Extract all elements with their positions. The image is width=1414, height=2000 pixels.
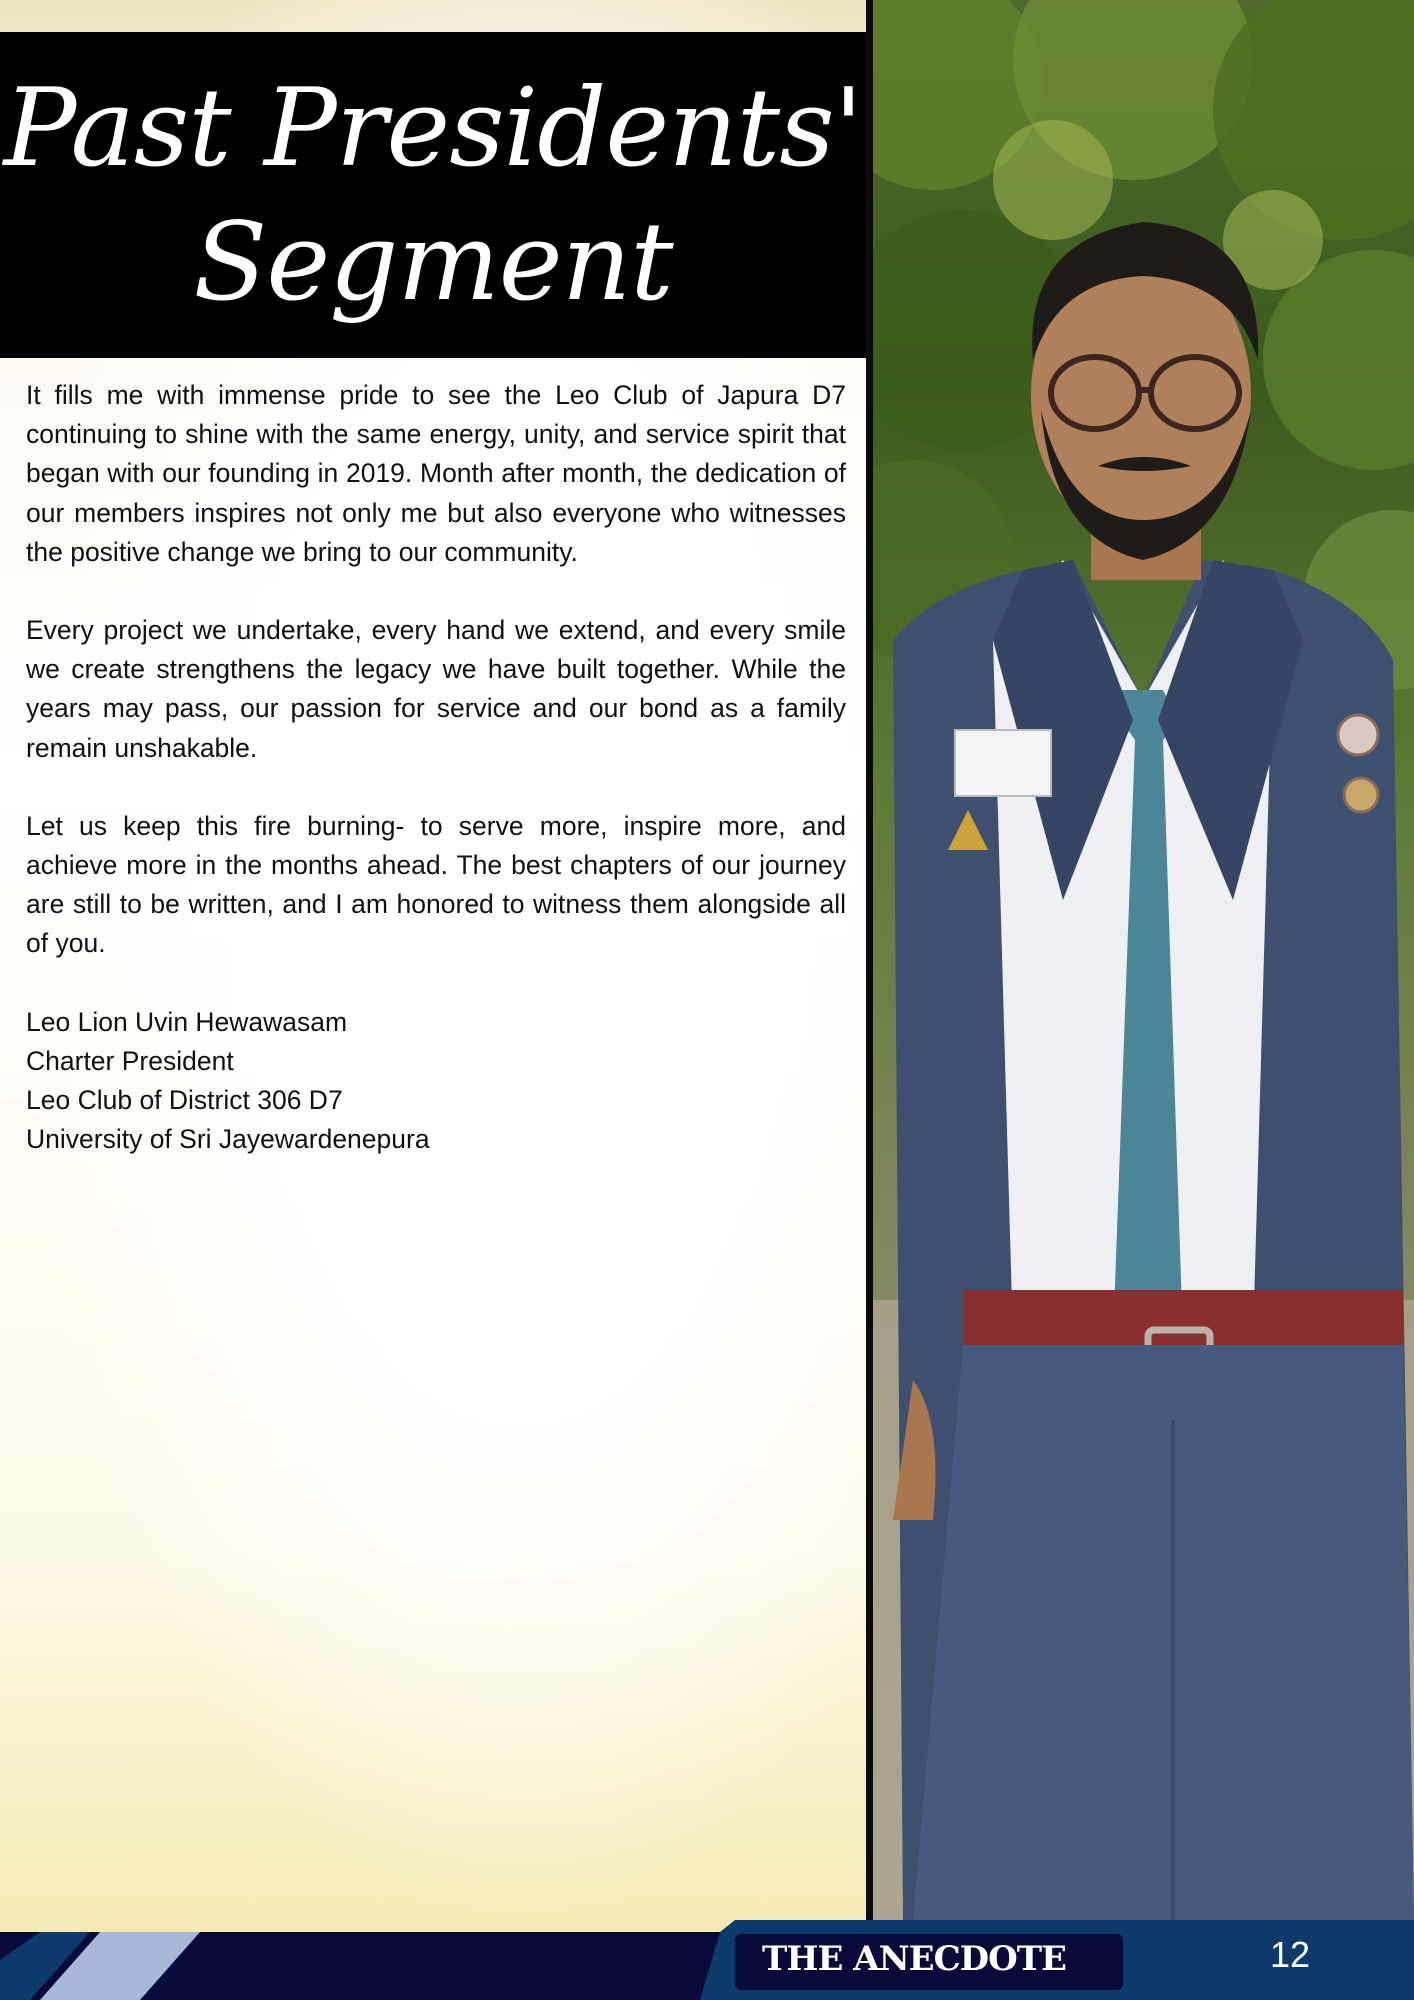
paragraph-2: Every project we undertake, every hand we extend, and every smile we create strengthens the legacy we have built together. While the years may pass, our passion for service and our bond as a family remain unshakable. [26,615,846,763]
title-line-1: Past Presidents' [3,66,863,191]
footer-graphic [0,1920,1414,2000]
portrait-illustration [873,0,1414,1920]
signature-university: University of Sri Jayewardenepura [26,1124,430,1155]
paragraph-1: It fills me with immense pride to see the Leo Club of Japura D7 continuing to shine with the same energy, unity, and service spirit that began with our founding in 2019. Month after month, the dedication of our members inspires not only me but also everyone who witnesses the positive change we bring to our community. [26,380,846,567]
signature-club: Leo Club of District 306 D7 [26,1085,343,1116]
page-footer [0,1920,1414,2000]
header-band [0,32,866,358]
signature-name: Leo Lion Uvin Hewawasam [26,1006,348,1037]
article-body [26,376,846,1159]
page-title [0,62,866,330]
page-number: 12 [1269,1934,1311,1975]
magazine-title: THE ANECDOTE [762,1939,1066,1979]
paragraph-3: Let us keep this fire burning- to serve more, inspire more, and achieve more in the months ahead. The best chapters of our journey are still to be written, and I am honored to witness them alongside all of you. [26,810,846,959]
signature-role: Charter President [26,1045,234,1076]
title-line-2: Segment [193,200,673,325]
portrait-photo [873,0,1414,1920]
signature-block [26,1003,846,1160]
panel-divider [866,0,873,1920]
